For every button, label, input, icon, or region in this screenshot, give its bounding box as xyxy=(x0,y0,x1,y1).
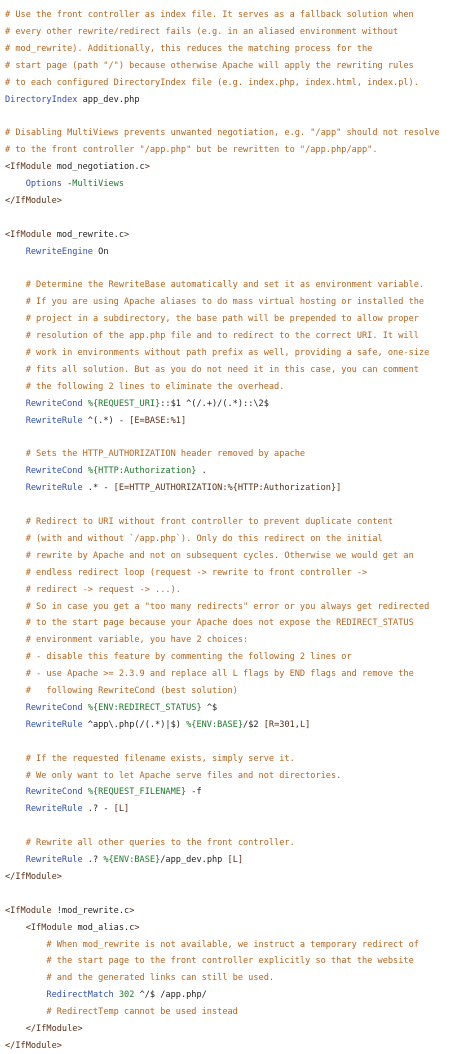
code-line xyxy=(5,159,470,175)
code-line xyxy=(5,734,470,750)
code-line xyxy=(5,903,470,919)
code-token-plain xyxy=(5,618,26,628)
code-line xyxy=(5,784,470,800)
code-token-plain xyxy=(5,973,46,983)
code-token-comment: # We only want to let Apache serve files and not directories. xyxy=(25,770,342,781)
code-token-flag: [L] xyxy=(113,804,130,815)
code-line xyxy=(5,193,470,209)
code-token-comment: # fits all solution. But as you do not need it in this case, you can comment xyxy=(25,364,419,375)
code-line xyxy=(5,430,470,446)
code-line xyxy=(5,835,470,851)
code-line xyxy=(5,1004,470,1020)
code-token-plain xyxy=(5,956,46,966)
code-token-directive: RedirectMatch xyxy=(46,990,114,1001)
code-token-plain xyxy=(5,1007,46,1017)
code-token-comment: # the start page to the front controller explicitly so that the website xyxy=(46,956,414,967)
code-line xyxy=(5,886,470,902)
code-token-tag: </IfModule> xyxy=(5,871,62,882)
code-token-tag: > xyxy=(134,922,140,933)
code-token-directive: RewriteRule xyxy=(25,415,83,426)
code-token-comment: # every other rewrite/redirect fails (e.g. in an aliased environment without xyxy=(5,26,399,37)
code-token-plain: mod_alias.c xyxy=(72,922,135,933)
code-token-option: MultiViews xyxy=(72,179,125,189)
code-token-plain xyxy=(5,247,26,257)
code-token-plain: mod_rewrite.c xyxy=(51,229,125,240)
code-line xyxy=(5,497,470,513)
code-token-plain xyxy=(5,449,26,459)
code-line xyxy=(5,41,470,57)
code-token-plain xyxy=(5,348,26,358)
code-token-directive: Options xyxy=(25,179,62,189)
code-token-comment: # mod_rewrite). Additionally, this reduces the matching process for the xyxy=(5,43,373,54)
code-token-plain xyxy=(5,990,46,1000)
code-line xyxy=(5,463,470,479)
code-token-directive: RewriteRule xyxy=(25,719,83,730)
code-token-tag: </IfModule> xyxy=(5,195,62,206)
code-line xyxy=(5,565,470,581)
code-token-plain xyxy=(5,754,26,764)
code-token-plain xyxy=(5,179,26,189)
code-token-plain: .? - xyxy=(82,804,114,815)
code-line xyxy=(5,244,470,260)
code-token-plain: !mod_rewrite.c xyxy=(51,905,130,916)
code-token-plain xyxy=(5,365,26,375)
code-line xyxy=(5,125,470,141)
code-token-number: 302 xyxy=(118,990,135,1001)
code-token-directive: RewriteRule xyxy=(25,855,83,865)
code-line xyxy=(5,700,470,716)
code-token-plain xyxy=(5,517,26,527)
code-line xyxy=(5,75,470,91)
code-token-plain: app_dev.php xyxy=(77,94,140,105)
code-line xyxy=(5,345,470,361)
code-token-comment: # (with and without `/app.php`). Only do this redirect on the initial xyxy=(25,533,383,544)
code-line xyxy=(5,396,470,412)
code-token-comment: # - use Apache >= 2.3.9 and replace all L flags by END flags and remove the xyxy=(25,669,414,680)
code-token-flag: [E=HTTP_AUTHORIZATION:%{HTTP:Authorization}] xyxy=(113,483,342,494)
code-token-plain: /$2 xyxy=(243,719,264,730)
code-token-comment: # So in case you get a "too many redirects" error or you always get redirected xyxy=(25,601,430,612)
code-line xyxy=(5,751,470,767)
code-line xyxy=(5,261,470,277)
code-token-plain: - xyxy=(61,179,73,189)
code-token-comment: # to the front controller "/app.php" but be rewritten to "/app.php/app". xyxy=(5,145,378,156)
code-token-plain: ^(.*) - xyxy=(82,415,130,426)
code-token-directive: RewriteEngine xyxy=(25,246,93,257)
code-line xyxy=(5,869,470,885)
code-token-plain xyxy=(5,314,26,324)
code-token-plain xyxy=(5,669,26,679)
code-token-comment: # rewrite by Apache and not on subsequent cycles. Otherwise we would get an xyxy=(25,550,414,561)
code-line xyxy=(5,92,470,108)
code-line xyxy=(5,176,470,192)
code-token-comment: # to each configured DirectoryIndex file (e.g. index.php, index.html, index.pl). xyxy=(5,77,419,88)
code-token-tag: <IfModule xyxy=(5,905,52,916)
code-token-comment: # When mod_rewrite is not available, we instruct a temporary redirect of xyxy=(46,939,419,950)
code-token-comment: # Sets the HTTP_AUTHORIZATION header removed by apache xyxy=(25,449,306,460)
code-token-plain xyxy=(5,686,26,696)
code-line xyxy=(5,328,470,344)
code-token-plain: .* - xyxy=(82,483,114,494)
code-token-plain xyxy=(5,804,26,814)
code-token-plain xyxy=(5,416,26,426)
code-token-plain: .? xyxy=(82,855,104,865)
code-line xyxy=(5,379,470,395)
code-token-plain xyxy=(5,297,26,307)
code-token-plain: mod_negotiation.c xyxy=(51,162,145,173)
code-line xyxy=(5,514,470,530)
code-token-plain xyxy=(5,720,26,730)
code-token-directive: RewriteCond xyxy=(25,466,83,477)
code-line xyxy=(5,818,470,834)
code-token-flag: [R=301,L] xyxy=(263,719,311,730)
code-token-comment: # Redirect to URI without front controller to prevent duplicate content xyxy=(25,517,394,527)
code-token-directive: RewriteCond xyxy=(25,702,83,713)
code-token-comment: # Determine the RewriteBase automatically and set it as environment variable. xyxy=(25,280,425,291)
code-token-directive: RewriteRule xyxy=(25,804,83,815)
code-token-tag: <IfModule xyxy=(25,922,73,933)
code-token-plain xyxy=(5,855,26,865)
code-line xyxy=(5,801,470,817)
code-line xyxy=(5,1021,470,1037)
code-token-plain xyxy=(5,331,26,341)
code-token-comment: # - disable this feature by commenting the following 2 lines or xyxy=(25,652,352,663)
code-line xyxy=(5,311,470,327)
code-token-plain: /app_dev.php xyxy=(160,855,228,865)
code-token-plain xyxy=(5,787,26,797)
code-token-comment: # work in environments without path prefix as well, providing a safe, one-size xyxy=(25,348,430,358)
code-token-tag: </IfModule> xyxy=(25,1024,83,1034)
code-token-comment: # and the generated links can still be used. xyxy=(46,973,275,984)
code-line xyxy=(5,632,470,648)
code-token-tag: > xyxy=(124,229,130,240)
code-token-plain xyxy=(5,399,26,409)
code-token-plain xyxy=(5,838,26,848)
code-token-plain xyxy=(5,534,26,544)
code-token-comment: # environment variable, you have 2 choices: xyxy=(25,635,249,646)
code-line xyxy=(5,531,470,547)
code-token-comment: # If the requested filename exists, simply serve it. xyxy=(25,753,295,764)
code-line xyxy=(5,582,470,598)
code-line xyxy=(5,58,470,74)
code-line xyxy=(5,683,470,699)
code-token-comment: # If you are using Apache aliases to do mass virtual hosting or installed the xyxy=(25,297,425,308)
code-line xyxy=(5,210,470,226)
code-token-comment: # following RewriteCond (best solution) xyxy=(25,686,238,696)
code-token-comment: # project in a subdirectory, the base path will be prepended to allow proper xyxy=(25,314,419,325)
code-token-plain xyxy=(5,703,26,713)
code-line xyxy=(5,615,470,631)
code-line xyxy=(5,362,470,378)
code-token-flag: [L] xyxy=(227,855,244,865)
code-token-flag: [E=BASE:%1] xyxy=(129,415,187,426)
code-token-comment: # start page (path "/") because otherwise Apache will apply the rewriting rules xyxy=(5,60,414,71)
code-line xyxy=(5,599,470,615)
code-token-var: %{HTTP:Authorization} xyxy=(87,466,197,477)
code-line xyxy=(5,649,470,665)
code-line xyxy=(5,24,470,40)
code-line xyxy=(5,666,470,682)
code-token-comment: # to the start page because your Apache does not expose the REDIRECT_STATUS xyxy=(25,618,414,629)
code-token-plain: -f xyxy=(186,787,202,798)
code-token-var: %{REQUEST_FILENAME} xyxy=(87,787,187,798)
code-token-var: %{REQUEST_URI} xyxy=(87,398,161,409)
code-line xyxy=(5,480,470,496)
code-token-comment: # resolution of the app.php file and to redirect to the correct URI. It will xyxy=(25,331,419,342)
code-token-plain xyxy=(5,585,26,595)
code-line xyxy=(5,1038,470,1054)
code-line xyxy=(5,277,470,293)
code-line xyxy=(5,953,470,969)
code-token-plain xyxy=(5,771,26,781)
code-token-plain: . xyxy=(196,466,207,477)
code-token-var: %{ENV:BASE} xyxy=(103,855,161,865)
code-line xyxy=(5,227,470,243)
code-token-plain xyxy=(5,483,26,493)
code-token-tag: > xyxy=(129,905,135,916)
code-line xyxy=(5,108,470,124)
code-token-comment: # Disabling MultiViews prevents unwanted negotiation, e.g. "/app" should not resolve xyxy=(5,128,440,139)
code-token-comment: # RedirectTemp cannot be used instead xyxy=(46,1007,238,1018)
code-token-comment: # redirect -> request -> ...). xyxy=(25,584,181,595)
code-token-tag: <IfModule xyxy=(5,229,52,240)
code-line xyxy=(5,446,470,462)
code-line xyxy=(5,987,470,1003)
code-token-plain: ^app\.php(/(.*)|$) xyxy=(82,719,187,730)
code-line xyxy=(5,937,470,953)
code-line xyxy=(5,768,470,784)
code-token-tag: <IfModule xyxy=(5,162,52,173)
code-token-var: %{ENV:REDIRECT_STATUS} xyxy=(87,702,202,713)
code-token-plain xyxy=(5,280,26,290)
code-token-plain xyxy=(5,1024,26,1034)
code-line xyxy=(5,413,470,429)
code-line xyxy=(5,920,470,936)
code-line xyxy=(5,717,470,733)
code-token-plain: ::$1 ^(/.+)/(.*)::\2$ xyxy=(160,398,269,409)
code-line xyxy=(5,142,470,158)
code-token-plain xyxy=(5,923,26,933)
code-token-plain xyxy=(5,652,26,662)
code-token-comment: # endless redirect loop (request -> rewrite to front controller -> xyxy=(25,567,368,578)
code-token-tag: > xyxy=(144,162,150,173)
code-token-comment: # Use the front controller as index file. It serves as a fallback solution when xyxy=(5,10,414,20)
code-token-plain xyxy=(5,382,26,392)
code-token-plain xyxy=(5,551,26,561)
code-token-plain xyxy=(5,635,26,645)
code-token-directive: RewriteRule xyxy=(25,483,83,494)
code-token-comment: # the following 2 lines to eliminate the overhead. xyxy=(25,381,285,392)
code-token-plain: On xyxy=(92,246,109,257)
code-token-plain: ^$ xyxy=(201,702,218,713)
code-token-plain: ^/$ /app.php/ xyxy=(134,990,207,1001)
code-line xyxy=(5,852,470,868)
code-token-comment: # Rewrite all other queries to the front controller. xyxy=(25,838,295,849)
code-line xyxy=(5,7,470,23)
code-line xyxy=(5,548,470,564)
code-token-plain xyxy=(5,466,26,476)
code-token-var: %{ENV:BASE} xyxy=(186,719,244,730)
code-token-tag: </IfModule> xyxy=(5,1040,62,1051)
code-token-plain xyxy=(5,602,26,612)
code-token-plain xyxy=(5,568,26,578)
code-token-directive: RewriteCond xyxy=(25,398,83,409)
code-token-plain xyxy=(5,940,46,950)
code-line xyxy=(5,294,470,310)
code-line xyxy=(5,970,470,986)
code-token-directive: RewriteCond xyxy=(25,787,83,798)
code-token-directive: DirectoryIndex xyxy=(5,94,78,105)
